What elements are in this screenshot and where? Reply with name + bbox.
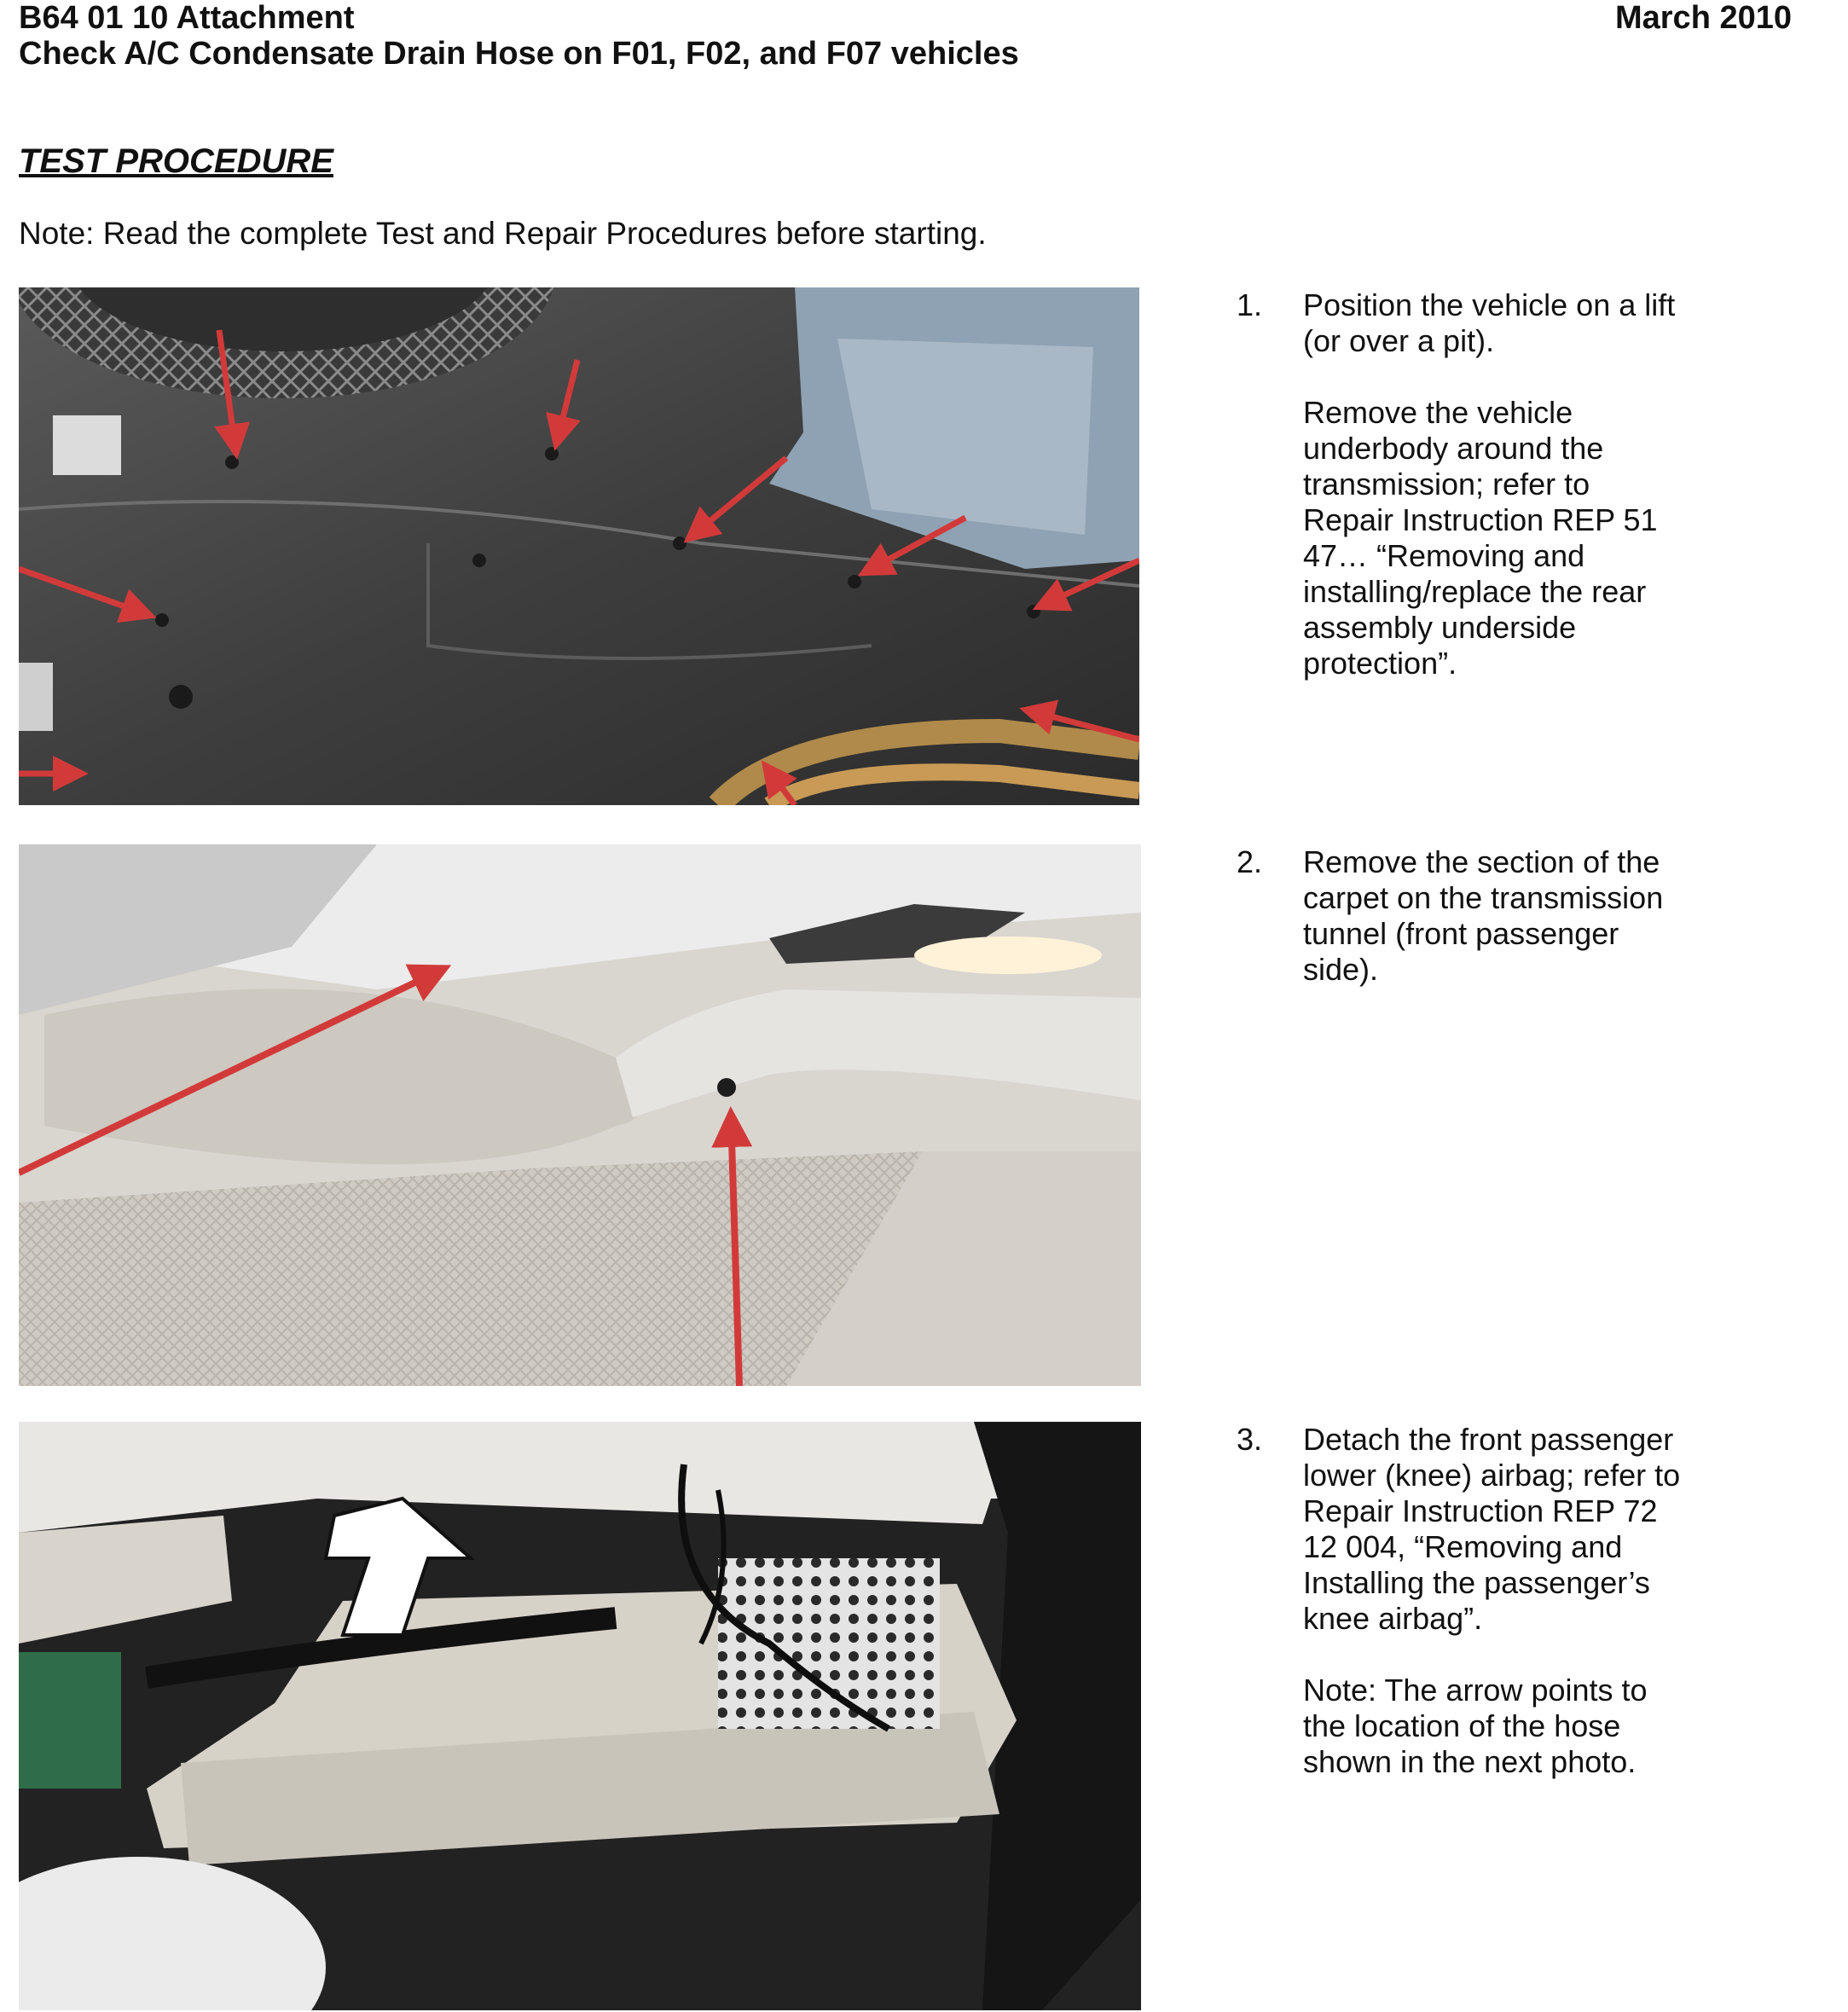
step-text: Detach the front passenger lower (knee) airbag; refer to Repair Instruction REP 72 12 004, “Removing and Installing the passenger’s knee airbag”. (1303, 1422, 1681, 1636)
knee-airbag-photo (19, 1422, 1141, 2010)
step-text: Remove the section of the carpet on the transmission tunnel (front passenger side). (1303, 844, 1664, 987)
step-text: Position the vehicle on a lift (or over a pit). (1303, 287, 1676, 358)
step-number: 3. (1237, 1422, 1263, 1457)
step-text: Remove the vehicle underbody around the transmission; refer to Repair Instruction REP 51 47… “Removing and installing/replace the rear assembly underside protection”. (1303, 395, 1658, 681)
step-1 (1237, 287, 1799, 681)
document-date: March 2010 (1614, 0, 1792, 36)
step-note: Note: The arrow points to the location of the hose shown in the next photo. (1303, 1673, 1648, 1779)
document-header (19, 0, 1019, 72)
step-3 (1237, 1422, 1799, 1780)
underbody-photo (19, 287, 1139, 805)
document-code: B64 01 10 Attachment (19, 0, 355, 36)
step-2 (1237, 844, 1799, 988)
step-number: 2. (1237, 844, 1263, 879)
intro-note: Note: Read the complete Test and Repair Procedures before starting. (19, 216, 987, 251)
document-subject: Check A/C Condensate Drain Hose on F01, F02, and F07 vehicles (19, 36, 1019, 72)
step-number: 1. (1237, 287, 1263, 322)
carpet-tunnel-photo (19, 844, 1141, 1386)
section-title: TEST PROCEDURE (19, 142, 333, 180)
